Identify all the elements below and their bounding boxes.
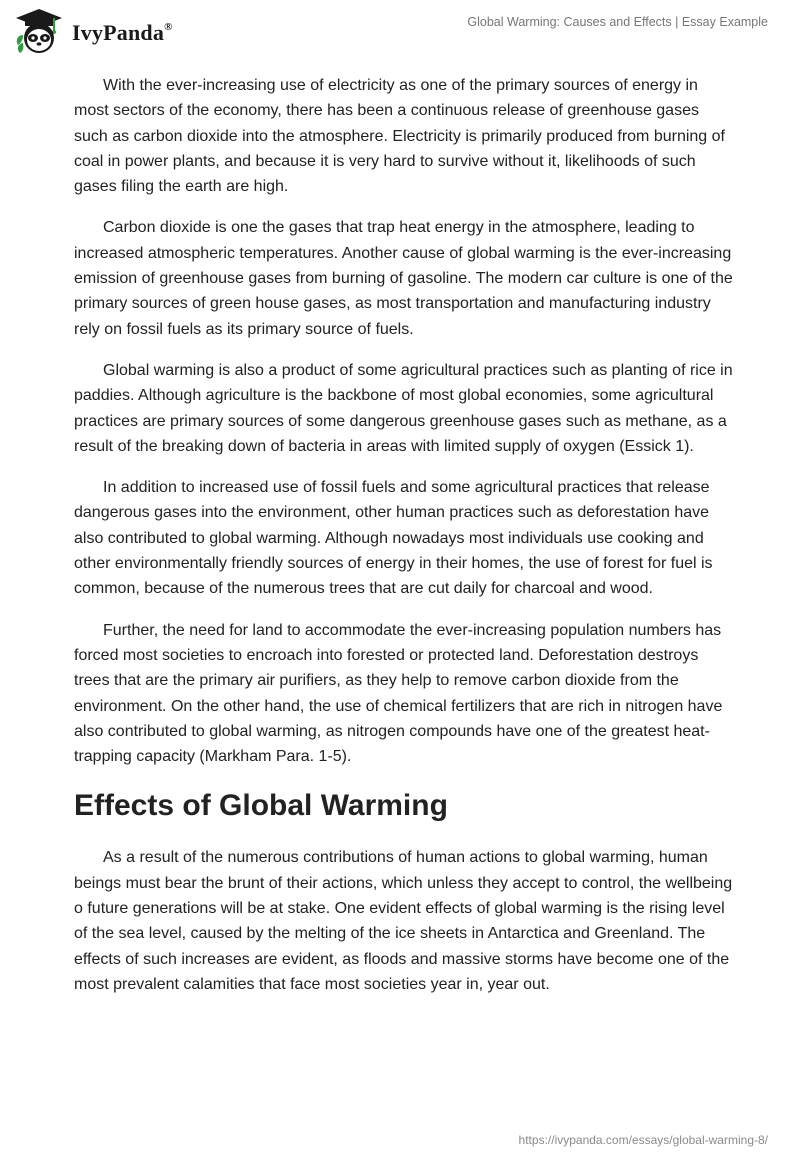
paragraph: In addition to increased use of fossil fuels and some agricultural practices that release dangerous gases into the environment, other human practices such as deforestation have also contributed to global warming. Although nowadays most individuals use cooking and other environmentally friendly sources of energy in their homes, the use of forest for fuel is common, because of the numerous trees that are cut daily for charcoal and wood. [74, 479, 713, 598]
paragraph: With the ever-increasing use of electricity as one of the primary sources of energy in most sectors of the economy, there has been a continuous release of greenhouse gases such as carbon dioxide into the atmosphere. Electricity is primarily produced from burning of coal in power plants, and because it is very hard to survive without it, likelihoods of such gases filing the earth are high. [74, 77, 725, 196]
section-heading-effects: Effects of Global Warming [74, 789, 448, 823]
brand-name: IvyPanda® [72, 20, 173, 45]
paragraph: Further, the need for land to accommodate the ever-increasing population numbers has forced most societies to encroach into forested or protected land. Deforestation destroys trees that are the primary air purifiers, as they help to remove carbon dioxide from the environment. On the other hand, the use of chemical fertilizers that are rich in nitrogen have also contributed to global warming, as nitrogen compounds have one of the greatest heat-trapping capacity (Markham Para. 1-5). [74, 621, 723, 766]
page-header [0, 0, 800, 64]
ivypanda-logo[interactable] [14, 7, 173, 55]
source-url[interactable]: https://ivypanda.com/essays/global-warming-8/ [518, 1133, 768, 1147]
paragraph: Global warming is also a product of some agricultural practices such as planting of rice in paddies. Although agriculture is the backbone of most global economies, some agricultural practices are primary sources of some dangerous greenhouse gases such as methane, as a result of the breaking down of bacteria in areas with limited supply of oxygen (Essick 1). [74, 361, 733, 455]
essay-content [74, 73, 734, 1013]
panda-graduate-icon [14, 7, 64, 55]
document-title: Global Warming: Causes and Effects | Essay Example [467, 15, 768, 29]
paragraph: As a result of the numerous contributions of human actions to global warming, human beings must bear the brunt of their actions, which unless they accept to control, the wellbeing o future generations will be at stake. One evident effects of global warming is the rising level of the sea level, caused by the melting of the ice sheets in Antarctica and Greenland. The effects of such increases are evident, as floods and massive storms have become one of the most prevalent calamities that face most societies year in, year out. [74, 849, 733, 993]
paragraph: Carbon dioxide is one the gases that trap heat energy in the atmosphere, leading to increased atmospheric temperatures. Another cause of global warming is the ever-increasing emission of greenhouse gases from burning of gasoline. The modern car culture is one of the primary sources of green house gases, as most transportation and manufacturing industry rely on fossil fuels as its primary source of fuels. [74, 219, 733, 338]
